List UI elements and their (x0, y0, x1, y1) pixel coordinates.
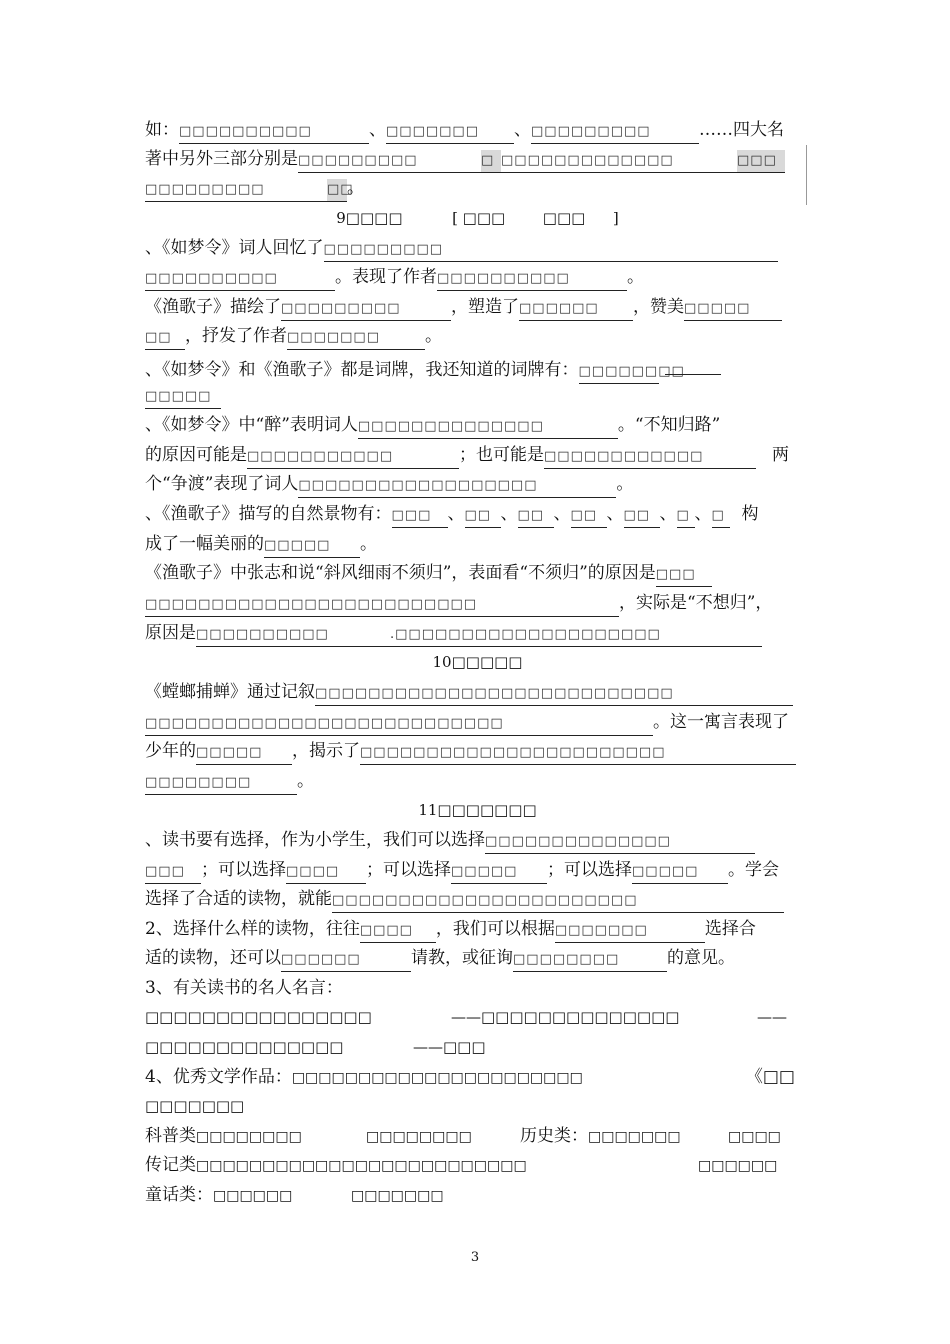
fill-blank[interactable]: □□□□□□□□□□□□□□□□□□□□□□□□□ (145, 594, 619, 617)
text: □□□□□□□□□□□□□□□□□□□□□□□□□ (196, 1158, 527, 1174)
text-line (145, 1181, 810, 1209)
fill-blank[interactable] (665, 352, 721, 375)
fill-blank[interactable]: □□□□□□□□ (145, 772, 297, 795)
text: 如： (145, 120, 179, 140)
text: 成了一幅美丽的 (145, 534, 264, 554)
fill-blank[interactable]: □□□□□□□□□□□□□□□□□□ (298, 475, 616, 498)
text: 科普类 (145, 1126, 196, 1146)
text-line (145, 678, 810, 706)
text: 、 (606, 504, 624, 524)
text-line (145, 1151, 810, 1179)
text: 少年的 (145, 741, 196, 761)
text: 。这一寓言表现了 (653, 712, 789, 732)
heading-text: □□□ (542, 209, 586, 227)
text-line (145, 500, 810, 528)
text: □□□□□□□□□□□□□□□□□□□□□□ (291, 1070, 583, 1086)
fill-blank[interactable]: □□□□□ (632, 861, 728, 884)
text: □□□□□□□ (351, 1188, 444, 1204)
fill-blank[interactable]: □□ (465, 505, 501, 528)
text: 《□□ (745, 1067, 795, 1087)
text: 3、有关读书的名人名言： (145, 978, 343, 998)
fill-blank[interactable]: □□□ (145, 861, 201, 884)
fill-blank[interactable]: □□□ (392, 505, 448, 528)
fill-blank[interactable]: □□□□□□□□□□□□□□ (485, 831, 755, 854)
text: 。 (360, 534, 377, 554)
text: 。 (616, 474, 634, 494)
text-line (145, 1063, 810, 1091)
text: □□□□□□□□ (196, 1129, 302, 1145)
fill-blank[interactable]: □□□ (737, 150, 785, 173)
fill-blank[interactable]: □□□ (656, 564, 712, 587)
heading-text: 11□□□□□□□ (418, 801, 537, 819)
quote-text: □□□□□□□□□□□□□□□□ (145, 1008, 372, 1026)
text: 《渔歌子》描绘了 (145, 297, 281, 317)
fill-blank[interactable]: □□□□□□□□□□ (196, 624, 390, 647)
text: 《螳螂捕蝉》通过记叙 (145, 682, 315, 702)
text: □□□□□□□ (145, 1097, 245, 1115)
text-line (145, 293, 810, 321)
text: 、《如梦令》中“醉”表明词人 (145, 415, 358, 435)
text: □□□□□□ (213, 1188, 293, 1204)
text-line (145, 974, 810, 1002)
fill-blank[interactable]: □□□□ (360, 920, 436, 943)
text-line (145, 234, 810, 262)
text-line (145, 1122, 810, 1150)
text-line (145, 885, 810, 913)
fill-blank[interactable]: □□□□□□□□□□□□□□□□□□□□□□□□□□□ (145, 713, 653, 736)
text: ，实际是“不想归”， (619, 593, 773, 613)
text-line (145, 708, 810, 736)
fill-blank[interactable]: □□□□□□□□□□□□ (544, 446, 756, 469)
text: ；也可能是 (459, 445, 544, 465)
text: 、 (694, 504, 712, 524)
text: ……四大名 (699, 120, 784, 140)
text-line (145, 944, 810, 972)
text: 、《如梦令》和《渔歌子》都是词牌，我还知道的词牌有： (145, 360, 579, 380)
text: ；可以选择 (201, 860, 286, 880)
text-line (145, 856, 810, 884)
text: 个“争渡”表现了词人 (145, 474, 299, 494)
text: 。学会 (728, 860, 779, 880)
text: 。 (347, 178, 364, 198)
text: 历史类： (520, 1126, 588, 1146)
text: ；可以选择 (547, 860, 632, 880)
text-line (145, 263, 810, 291)
text: 适的读物，还可以 (145, 948, 281, 968)
fill-blank[interactable]: □□□□□□□□ (579, 361, 659, 384)
text-line (145, 1033, 810, 1061)
heading-text: 9□□□□ (336, 209, 403, 227)
text: 、 (659, 504, 677, 524)
text: 。“不知归路” (617, 415, 721, 435)
text: 、 (553, 504, 571, 524)
text-line (145, 441, 810, 469)
text: 两 (772, 445, 789, 465)
fill-blank[interactable]: □□□□□□ (281, 949, 411, 972)
text-line (145, 530, 810, 558)
text: 传记类 (145, 1155, 196, 1175)
text: ，揭示了 (292, 741, 360, 761)
quote-text: —— (757, 1008, 787, 1026)
text-line (145, 411, 810, 439)
fill-blank[interactable]: □□□□□□□□□ (324, 239, 778, 262)
text: 。表现了作者 (335, 267, 437, 287)
fill-blank[interactable]: □□□□□ (264, 535, 360, 558)
text-line (145, 619, 810, 647)
fill-blank[interactable]: □□□□□□□□□□□□□ (501, 150, 737, 173)
text: 、 (369, 120, 386, 140)
text: 2、选择什么样的读物，往往 (145, 919, 360, 939)
text: 、 (500, 504, 518, 524)
text: ，塑造了 (451, 297, 519, 317)
fill-blank[interactable]: □□□□□□□□ (513, 949, 667, 972)
fill-blank[interactable]: □□ (327, 179, 347, 202)
section-heading-11 (145, 796, 810, 824)
text: 。 (297, 771, 314, 791)
fill-blank[interactable]: □□□□□□□□□□□ (247, 446, 459, 469)
fill-blank[interactable]: □□□□□□□ (555, 920, 705, 943)
text-line (145, 826, 810, 854)
fill-blank[interactable]: □□□□□□□□□□□□□□□□□□□□□□□ (332, 890, 784, 913)
text-line (145, 322, 810, 350)
text: 构 (741, 504, 759, 524)
fill-blank[interactable]: □□ (145, 327, 185, 350)
fill-blank[interactable]: □□□□□□□□□ (281, 298, 451, 321)
text: 原因是 (145, 623, 196, 643)
text: 、 (514, 120, 531, 140)
text: ；可以选择 (366, 860, 451, 880)
text-line (145, 559, 810, 587)
fill-blank[interactable]: □□ (571, 505, 607, 528)
text: 4、优秀文学作品： (145, 1067, 292, 1087)
fill-blank[interactable]: □□□□□□□□□ (145, 179, 327, 202)
fill-blank[interactable]: □□□□□□□□□□ (179, 121, 369, 144)
heading-text: [ □□□ (452, 209, 506, 227)
fill-blank[interactable]: □□ (518, 505, 554, 528)
fill-blank[interactable]: □□□□□□□ (287, 327, 425, 350)
fill-blank[interactable]: □ (712, 505, 730, 528)
fill-blank[interactable]: □□□□□□□□□□ (145, 268, 335, 291)
fill-blank[interactable]: □□□□□□□ (386, 121, 514, 144)
fill-blank[interactable]: .□□□□□□□□□□□□□□□□□□□□ (390, 624, 762, 647)
text-line (145, 116, 810, 144)
fill-blank[interactable]: □□□□□□□□□□□□□□□□□□□□□□□ (360, 742, 796, 765)
fill-blank[interactable]: □□□□□ (145, 386, 221, 409)
text: ，抒发了作者 (185, 326, 287, 346)
fill-blank[interactable]: □□□□□□□□□□□□□□□□□□□□□□□□□□□ (315, 683, 793, 706)
fill-blank[interactable]: □□□□□ (684, 298, 782, 321)
heading-text: ] (612, 209, 619, 227)
text-line (145, 767, 810, 795)
fill-blank[interactable]: □□□□□□□□□□ (437, 268, 627, 291)
fill-blank[interactable]: □□□□□□□□□ (531, 121, 699, 144)
fill-blank[interactable]: □□□□□□□□□ (298, 150, 481, 173)
text: 著中另外三部分别是 (145, 149, 298, 169)
fill-blank[interactable]: □□□□ (286, 861, 366, 884)
text: □□□□□□□□ (366, 1129, 472, 1145)
fill-blank[interactable]: □□□□□□□□□□□□□□ (358, 416, 618, 439)
section-heading-10 (145, 648, 810, 676)
text: 的意见。 (667, 948, 735, 968)
text: □□□□□□□ (588, 1129, 681, 1145)
text: 。 (627, 267, 644, 287)
text: □□□□□□ (698, 1158, 778, 1174)
text: 、读书要有选择，作为小学生，我们可以选择 (145, 830, 485, 850)
text-line (145, 589, 810, 617)
text: 、《渔歌子》描写的自然景物有： (145, 504, 392, 524)
text: ，赞美 (633, 297, 684, 317)
text: 、 (447, 504, 465, 524)
text: 选择了合适的读物，就能 (145, 889, 332, 909)
page-number: 3 (470, 1250, 480, 1265)
text-line (145, 174, 810, 202)
text: 选择合 (704, 919, 756, 939)
text: 的原因可能是 (145, 445, 247, 465)
quote-text: ——□□□ (413, 1038, 486, 1056)
fill-blank[interactable]: □□□□□ (451, 861, 547, 884)
text: 。 (425, 326, 442, 346)
text: □□□□ (728, 1129, 781, 1145)
text: ，我们可以根据 (435, 919, 555, 939)
text-line (145, 470, 810, 498)
text-line (145, 915, 810, 943)
fill-blank[interactable]: □ (677, 505, 695, 528)
quote-text: ——□□□□□□□□□□□□□□ (451, 1008, 680, 1026)
text: 、《如梦令》词人回忆了 (145, 238, 324, 258)
text-line (145, 352, 810, 380)
section-heading-9 (145, 204, 810, 232)
fill-blank[interactable]: □□ (624, 505, 660, 528)
text: 《渔歌子》中张志和说“斜风细雨不须归”，表面看“不须归”的原因是 (145, 563, 656, 583)
text-line (145, 737, 810, 765)
quote-text: □□□□□□□□□□□□□□ (145, 1038, 344, 1056)
heading-text: 10□□□□□ (432, 653, 523, 671)
text-line (145, 1092, 810, 1120)
text-line (145, 145, 810, 173)
text-line (145, 381, 810, 409)
text: 请教，或征询 (411, 948, 513, 968)
fill-blank[interactable]: □□□□□□ (519, 298, 633, 321)
fill-blank[interactable]: □□□□□ (196, 742, 292, 765)
text-line (145, 1003, 810, 1031)
text: 童话类： (145, 1185, 213, 1205)
fill-blank[interactable]: □ (481, 150, 501, 173)
